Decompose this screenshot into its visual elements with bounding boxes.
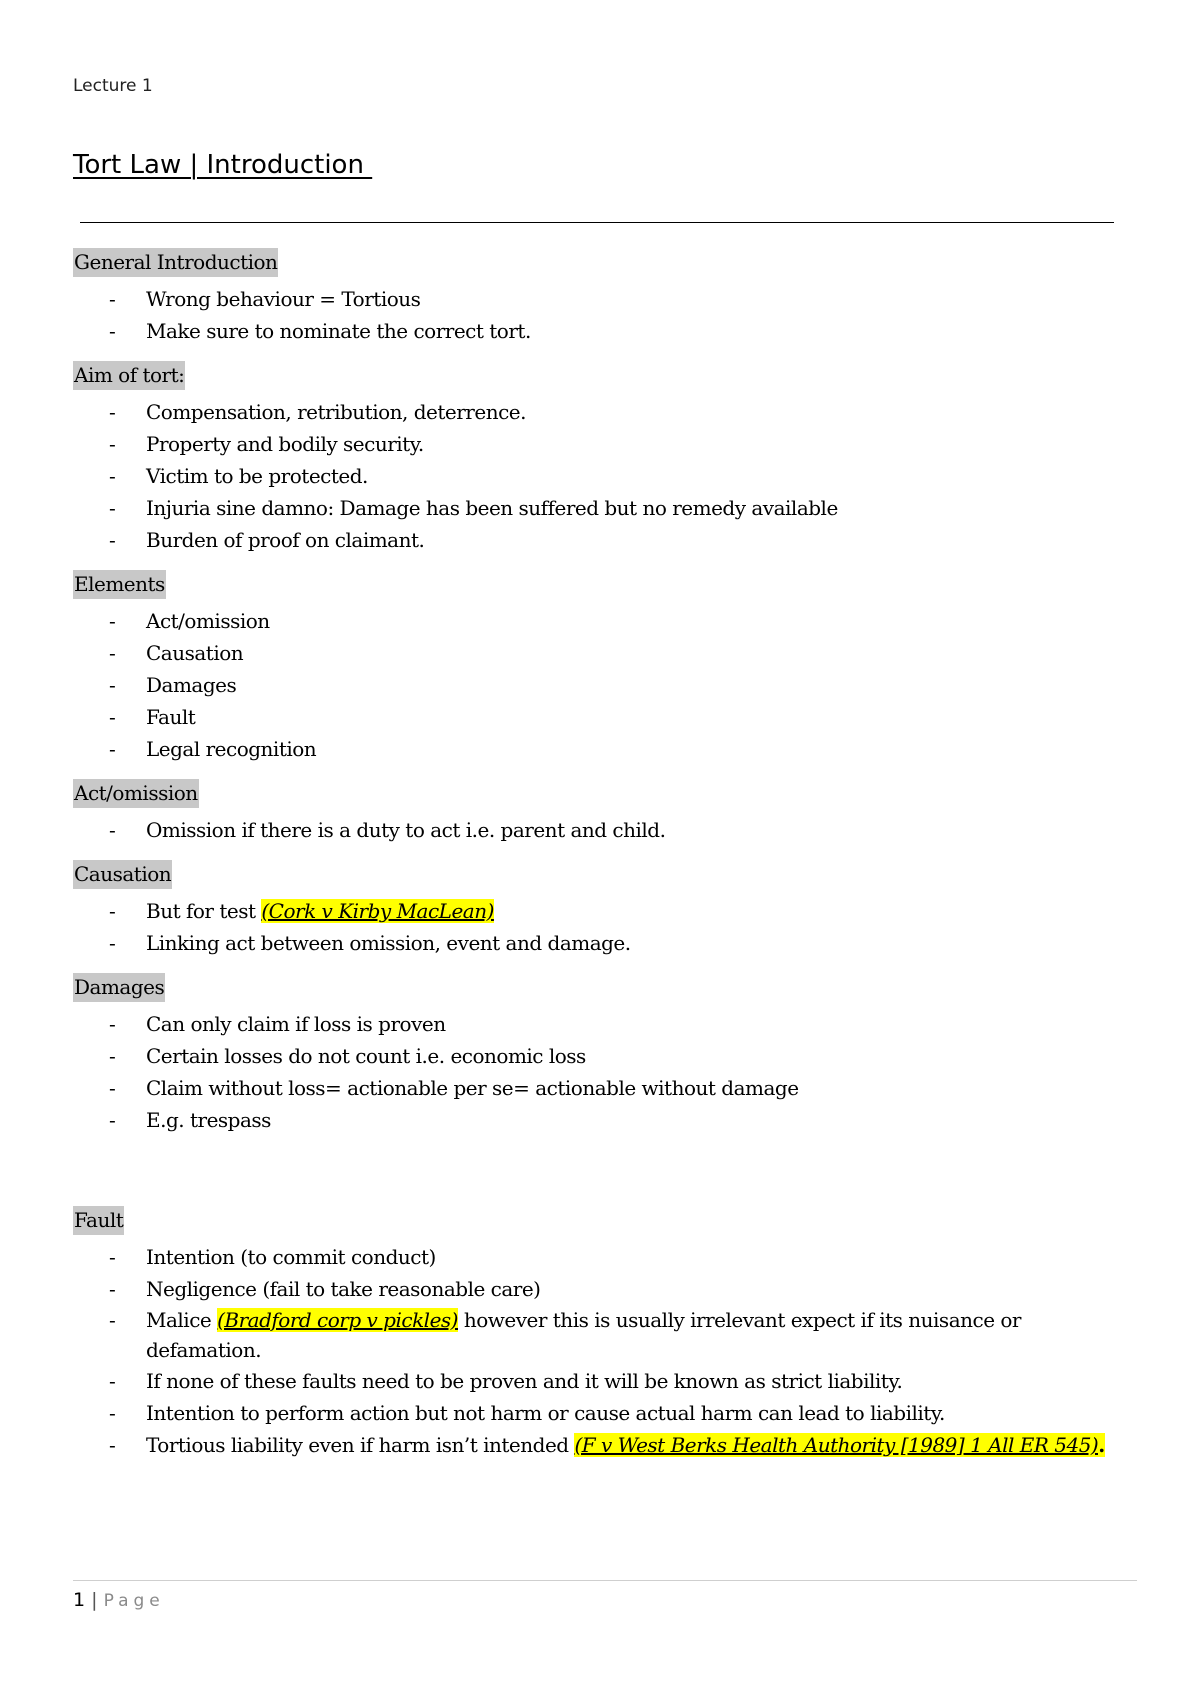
bullet-dash: - — [109, 818, 116, 842]
list-aim — [73, 396, 1133, 556]
list-fault — [73, 1241, 1133, 1461]
list-item: - Linking act between omission, event and damage. — [73, 927, 1133, 959]
bullet-dash: - — [109, 705, 116, 729]
list-general — [73, 283, 1133, 347]
bullet-dash: - — [109, 931, 116, 955]
bullet-dash: - — [109, 400, 116, 424]
document-title: Tort Law | Introduction — [73, 150, 373, 180]
bullet-dash: - — [109, 899, 116, 923]
list-item: - Claim without loss= actionable per se= actionable without damage — [73, 1072, 1133, 1104]
list-item: - Omission if there is a duty to act i.e. parent and child. — [73, 814, 1133, 846]
list-item: - Fault — [73, 701, 1133, 733]
bullet-dash: - — [109, 528, 116, 552]
list-item: - Property and bodily security. — [73, 428, 1133, 460]
list-item: - Damages — [73, 669, 1133, 701]
list-item: - If none of these faults need to be proven and it will be known as strict liability. — [73, 1365, 1133, 1397]
bullet-dash: - — [109, 287, 116, 311]
bullet-dash: - — [109, 1308, 116, 1332]
page-label: Page — [103, 1591, 165, 1611]
case-citation: (Cork v Kirby MacLean) — [261, 899, 494, 923]
list-item: - But for test (Cork v Kirby MacLean) — [73, 895, 1133, 927]
lecture-label: Lecture 1 — [73, 76, 153, 96]
section-heading-causation: Causation — [73, 860, 172, 889]
bullet-dash: - — [109, 609, 116, 633]
case-citation: (Bradford corp v pickles) — [217, 1308, 458, 1332]
bullet-dash: - — [109, 1401, 116, 1425]
list-item: - Injuria sine damno: Damage has been suffered but no remedy available — [73, 492, 1133, 524]
bullet-dash: - — [109, 1108, 116, 1132]
bullet-dash: - — [109, 641, 116, 665]
list-item: - Causation — [73, 637, 1133, 669]
section-heading-general: General Introduction — [73, 248, 278, 277]
page-footer — [73, 1589, 165, 1611]
list-item: - Intention (to commit conduct) — [73, 1241, 1133, 1273]
footer-divider — [73, 1580, 1137, 1581]
case-citation: (F v West Berks Health Authority [1989] 1 All ER 545) — [574, 1433, 1099, 1457]
bullet-dash: - — [109, 1245, 116, 1269]
page-number: 1 — [73, 1589, 86, 1611]
list-item: - Malice (Bradford corp v pickles) however this is usually irrelevant expect if its nuisance or defamation. — [73, 1305, 1133, 1365]
section-heading-act-omission: Act/omission — [73, 779, 199, 808]
section-heading-damages: Damages — [73, 973, 165, 1002]
list-item: - Certain losses do not count i.e. economic loss — [73, 1040, 1133, 1072]
list-item: - Victim to be protected. — [73, 460, 1133, 492]
citation-period: . — [1098, 1433, 1105, 1457]
list-item: - Tortious liability even if harm isn’t intended (F v West Berks Health Authority [1989] 1 All ER 545). — [73, 1429, 1133, 1461]
bullet-dash: - — [109, 1012, 116, 1036]
list-causation — [73, 895, 1133, 959]
list-item: - Burden of proof on claimant. — [73, 524, 1133, 556]
list-item: - Can only claim if loss is proven — [73, 1008, 1133, 1040]
section-heading-elements: Elements — [73, 570, 166, 599]
bullet-dash: - — [109, 319, 116, 343]
list-elements — [73, 605, 1133, 765]
bullet-dash: - — [109, 737, 116, 761]
blank-line — [73, 1150, 1133, 1206]
bullet-dash: - — [109, 673, 116, 697]
bullet-dash: - — [109, 1433, 116, 1457]
bullet-dash: - — [109, 1076, 116, 1100]
list-item: - Legal recognition — [73, 733, 1133, 765]
list-item: - Compensation, retribution, deterrence. — [73, 396, 1133, 428]
bullet-dash: - — [109, 464, 116, 488]
list-item: - Wrong behaviour = Tortious — [73, 283, 1133, 315]
title-divider — [80, 222, 1114, 223]
bullet-dash: - — [109, 1277, 116, 1301]
footer-separator: | — [91, 1589, 98, 1611]
list-act-omission — [73, 814, 1133, 846]
bullet-dash: - — [109, 496, 116, 520]
list-item: - E.g. trespass — [73, 1104, 1133, 1136]
list-item: - Act/omission — [73, 605, 1133, 637]
section-heading-fault: Fault — [73, 1206, 124, 1235]
section-heading-aim: Aim of tort: — [73, 361, 185, 390]
list-item: - Negligence (fail to take reasonable care) — [73, 1273, 1133, 1305]
bullet-dash: - — [109, 1044, 116, 1068]
list-item: - Intention to perform action but not harm or cause actual harm can lead to liability. — [73, 1397, 1133, 1429]
list-damages — [73, 1008, 1133, 1136]
bullet-dash: - — [109, 1369, 116, 1393]
document-body — [73, 248, 1133, 1475]
bullet-dash: - — [109, 432, 116, 456]
list-item: - Make sure to nominate the correct tort. — [73, 315, 1133, 347]
